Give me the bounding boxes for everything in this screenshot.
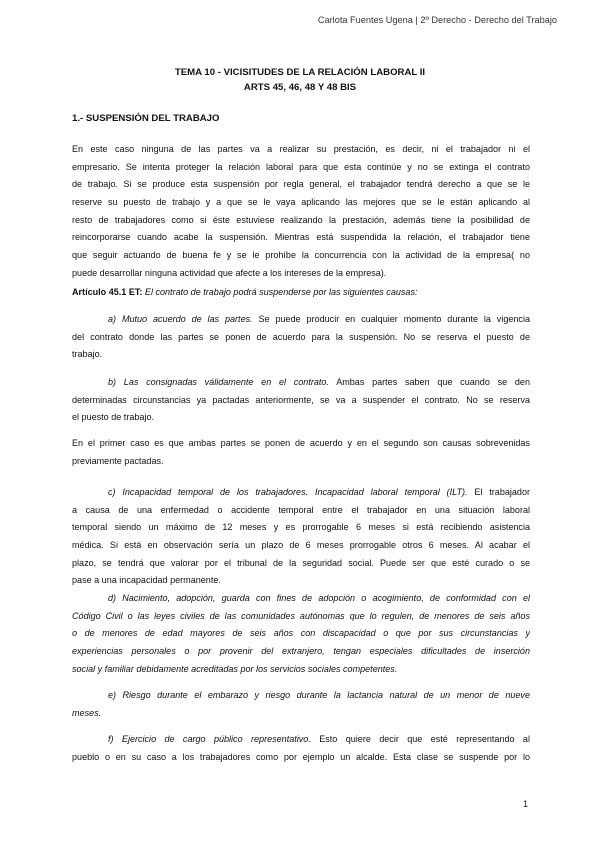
paragraph-line: reserve su puesto de trabajo y a que se le vaya aplicando las mejores que se le están aplicando al bbox=[72, 197, 530, 208]
cause-a-title: a) Mutuo acuerdo de las partes. bbox=[108, 314, 253, 324]
page-number: 1 bbox=[522, 799, 528, 809]
paragraph-line: empresario. Se intenta proteger la relación laboral para que esta continúe y no se extinga el contrato bbox=[72, 161, 530, 172]
cause-b bbox=[72, 374, 530, 427]
paragraph-line: previamente pactadas. bbox=[72, 455, 164, 466]
paragraph-line: pase a una incapacidad permanente. bbox=[72, 575, 221, 586]
paragraph-line: resto de trabajadores como si éste estuviese realizando la prestación, además tiene la posibilidad de bbox=[72, 214, 530, 225]
paragraph-line: social y familiar debidamente acreditadas por los servicios sociales competentes. bbox=[72, 663, 398, 674]
paragraph-line: médica. Si está en observación sería un plazo de 6 meses prorrogable otros 6 meses. Al acabar el bbox=[72, 540, 530, 551]
paragraph-line: o de menores de edad mayores de seis años con discapacidad o que por sus circunstancias y bbox=[72, 628, 530, 639]
cause-d bbox=[72, 590, 530, 678]
running-header: Carlota Fuentes Ugena | 2º Derecho - Derecho del Trabajo bbox=[317, 15, 557, 25]
paragraph-line: En este caso ninguna de las partes va a realizar su prestación, es decir, ni el trabajador ni el bbox=[72, 144, 530, 154]
paragraph-line: temporal siendo un máximo de 12 meses y es prorrogable 6 meses si está recibiendo asistencia bbox=[72, 522, 530, 533]
paragraph-line: plazo, se tendrá que valorar por el tribunal de la seguridad social. Puede ser que esté curado o se bbox=[72, 557, 530, 568]
paragraph-line: el puesto de trabajo. bbox=[72, 412, 154, 423]
intro-paragraph bbox=[72, 141, 530, 283]
section-heading: 1.- SUSPENSIÓN DEL TRABAJO bbox=[72, 113, 220, 124]
cause-e bbox=[72, 687, 530, 722]
paragraph-line: que seguir actuando de buena fe y se le prohíbe la concurrencia con la actividad de la empresa( no bbox=[72, 250, 530, 261]
cause-f-title: f) Ejercicio de cargo público representativo. bbox=[108, 734, 311, 744]
paragraph-line: determinadas circunstancias ya pactadas anteriormente, se va a suspender el contrato. No se reserva bbox=[72, 394, 530, 405]
paragraph-line: trabajo. bbox=[72, 349, 103, 360]
paragraph-line: En el primer caso es que ambas partes se ponen de acuerdo y en el segundo son causas sobrevenidas bbox=[72, 438, 530, 448]
topic-title: TEMA 10 - VICISITUDES DE LA RELACIÓN LABORAL II bbox=[174, 67, 426, 78]
cause-f bbox=[72, 731, 530, 766]
cause-c-title: c) Incapacidad temporal de los trabajadores. Incapacidad laboral temporal (ILT). bbox=[108, 487, 468, 497]
article-line bbox=[72, 284, 530, 302]
paragraph-line: Código Civil o las leyes civiles de las comunidades autónomas que lo regulen, de menores de seis años bbox=[72, 610, 530, 621]
paragraph-line: a causa de una enfermedad o accidente temporal entre el trabajador en una situación laboral bbox=[72, 504, 530, 515]
cause-b-title: b) Las consignadas válidamente en el contrato. bbox=[108, 377, 329, 387]
paragraph-line: d) Nacimiento, adopción, guarda con fines de adopción o acogimiento, de conformidad con el bbox=[108, 593, 530, 603]
cause-a-text: Se puede producir en cualquier momento durante la vigencia bbox=[252, 314, 530, 324]
paragraph-line: e) Riesgo durante el embarazo y riesgo durante la lactancia natural de un menor de nueve bbox=[108, 690, 530, 700]
cause-a bbox=[72, 311, 530, 364]
comparison-paragraph bbox=[72, 435, 530, 470]
topic-articles: ARTS 45, 46, 48 Y 48 BIS bbox=[243, 82, 357, 93]
paragraph-line: de trabajo. Si se produce esta suspensión por regla general, el trabajador tendrá derecho a que se le bbox=[72, 179, 530, 190]
paragraph-line: puede desarrollar ninguna actividad que afecte a los intereses de la empresa). bbox=[72, 267, 387, 278]
paragraph-line: pueblo o en su caso a los trabajadores como por ejemplo un alcalde. Esta clase se suspende por lo bbox=[72, 751, 530, 762]
cause-c bbox=[72, 484, 530, 590]
cause-f-text: Esto quiere decir que esté representando al bbox=[310, 734, 530, 744]
cause-b-text: Ambas partes saben que cuando se den bbox=[328, 377, 530, 387]
cause-c-text: El trabajador bbox=[467, 487, 530, 497]
article-text: El contrato de trabajo podrá suspenderse por las siguientes causas: bbox=[142, 287, 418, 297]
paragraph-line: meses. bbox=[72, 707, 102, 718]
paragraph-line: experiencias personales o por provenir del extranjero, tengan especiales dificultades de inserción bbox=[72, 646, 530, 657]
paragraph-line: reincorporarse cuando acabe la suspensión. Mientras está suspendida la relación, el trabajador tiene bbox=[72, 232, 530, 243]
paragraph-line: del contrato donde las partes se ponen de acuerdo para la suspensión. No se reserva el puesto de bbox=[72, 331, 530, 342]
article-label: Artículo 45.1 ET: bbox=[72, 287, 143, 297]
